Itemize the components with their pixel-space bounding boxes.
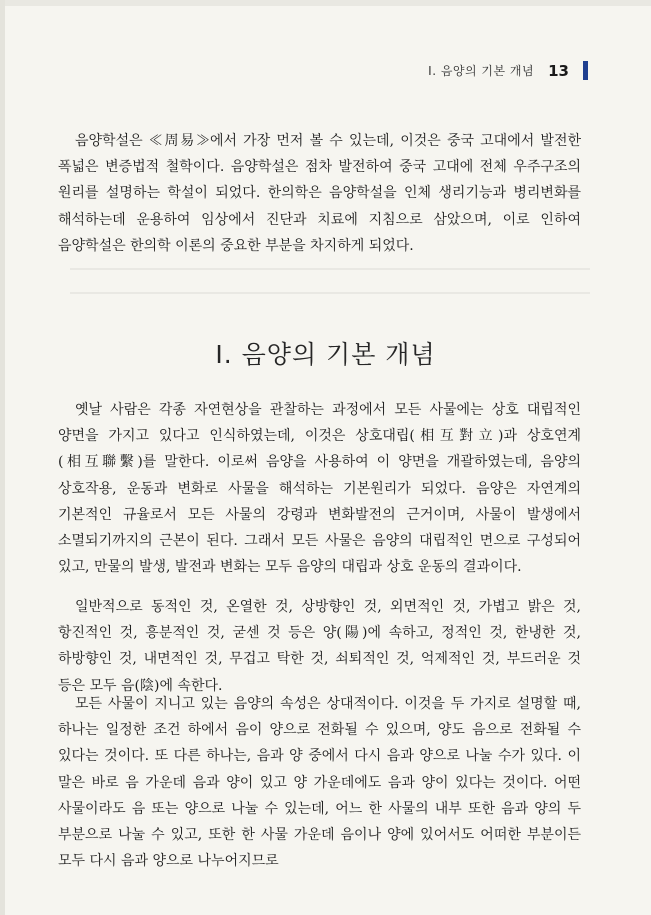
bleed-through-line: [70, 292, 590, 294]
page-number: 13: [548, 61, 569, 80]
page-number-accent-bar: [583, 61, 588, 80]
body-paragraph: 옛날 사람은 각종 자연현상을 관찰하는 과정에서 모든 사물에는 상호 대립적인 양면을 가지고 있다고 인식하였는데, 이것은 상호대립(相互對立)과 상호연계(相互聯繫)를 말한다. 이로써 음양을 사용하여 이 양면을 개괄하였는데, 음양의 상호작용, 운동과 변화로 사물을 해석하는 기본원리가 되었다. 음양은 자연계의 기본적인 규율로서 모든 사물의 강령과 변화발전의 근거이며, 사물이 발생에서 소멸되기까지의 근본이 된다. 그래서 모든 사물은 음양의 대립적인 면으로 구성되어 있고, 만물의 발생, 발전과 변화는 모두 음양의 대립과 상호 운동의 결과이다.: [58, 402, 581, 576]
body-paragraph: 일반적으로 동적인 것, 온열한 것, 상방향인 것, 외면적인 것, 가볍고 밝은 것, 항진적인 것, 흥분적인 것, 굳센 것 등은 양(陽)에 속하고, 정적인 것, 한냉한 것, 하방향인 것, 내면적인 것, 무겁고 탁한 것, 쇠퇴적인 것, 억제적인 것, 부드러운 것 등은 모두 음(陰)에 속한다.: [58, 599, 581, 694]
body-paragraph: 모든 사물이 지니고 있는 음양의 속성은 상대적이다. 이것을 두 가지로 설명할 때, 하나는 일정한 조건 하에서 음이 양으로 전화될 수 있으며, 양도 음으로 전화될 수 있다는 것이다. 또 다른 하나는, 음과 양 중에서 다시 음과 양으로 나눌 수가 있다. 이 말은 바로 음 가운데 음과 양이 있고 양 가운데에도 음과 양이 있다는 것이다. 어떤 사물이라도 음 또는 양으로 나눌 수 있는데, 어느 한 사물의 내부 또한 음과 양의 두 부분으로 나눌 수 있고, 또한 한 사물 가운데 음이나 양에 있어서도 어떠한 부분이든 모두 다시 음과 양으로 나누어지므로: [58, 696, 581, 870]
intro-paragraph: 음양학설은 ≪周易≫에서 가장 먼저 볼 수 있는데, 이것은 중국 고대에서 발전한 폭넓은 변증법적 철학이다. 음양학설은 점차 발전하여 중국 고대에 전체 우주구조의 원리를 설명하는 학설이 되었다. 한의학은 음양학설을 인체 생리기능과 병리변화를 해석하는데 운용하여 임상에서 진단과 치료에 지침으로 삼았으며, 이로 인하여 음양학설은 한의학 이론의 중요한 부분을 차지하게 되었다.: [58, 133, 581, 254]
page-edge-shadow-top: [0, 0, 651, 6]
running-head: Ⅰ. 음양의 기본 개념: [428, 64, 535, 78]
section-title: Ⅰ. 음양의 기본 개념: [215, 340, 436, 369]
bleed-through-line: [70, 268, 590, 270]
page-header: [428, 61, 588, 80]
page-edge-shadow-left: [0, 0, 5, 915]
